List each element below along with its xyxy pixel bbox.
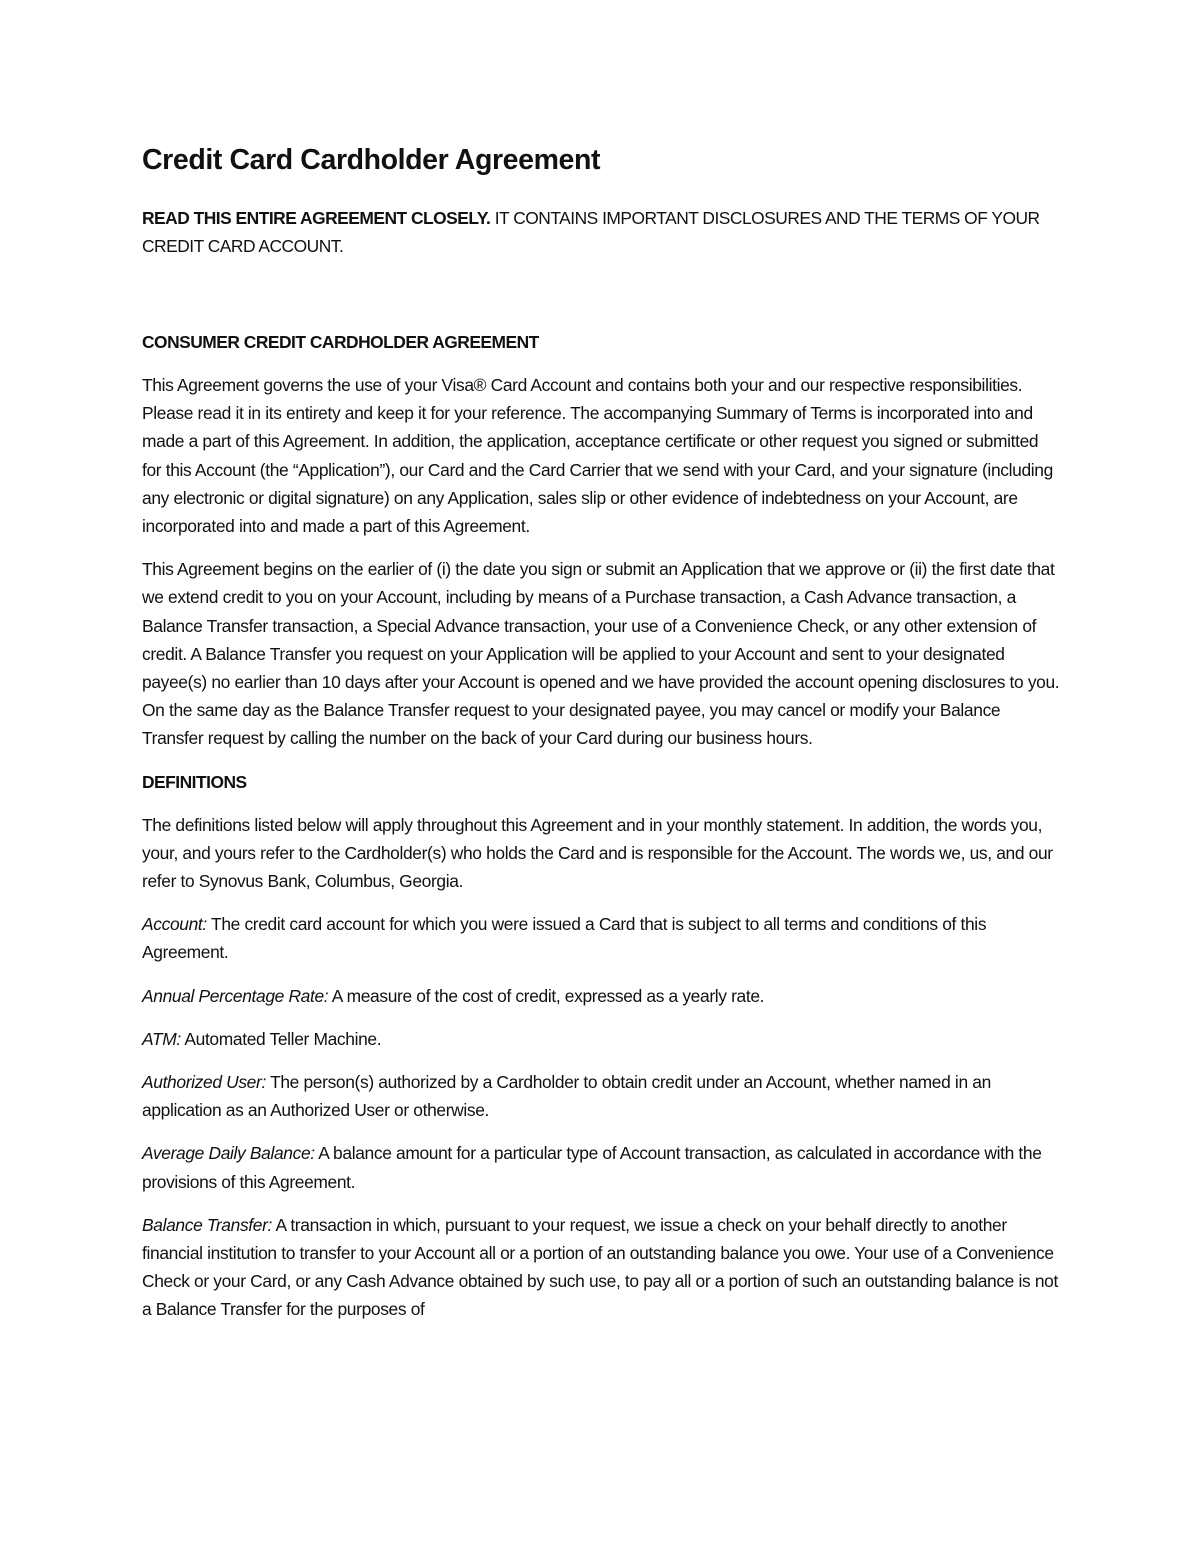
consumer-agreement-heading: CONSUMER CREDIT CARDHOLDER AGREEMENT bbox=[142, 332, 539, 352]
definitions-section bbox=[142, 768, 1060, 1324]
definition-text: A balance amount for a particular type of Account transaction, as calculated in accordance with the provisions of this Agreement. bbox=[142, 1143, 1042, 1192]
definition-text: Automated Teller Machine. bbox=[180, 1028, 382, 1049]
definition-item bbox=[142, 910, 1060, 966]
document-page bbox=[142, 140, 1060, 1339]
definition-text: The credit card account for which you were issued a Card that is subject to all terms and conditions of this Agreement. bbox=[142, 914, 987, 963]
definitions-heading: DEFINITIONS bbox=[142, 771, 247, 792]
intro-notice-lead: READ THIS ENTIRE AGREEMENT CLOSELY. bbox=[142, 208, 491, 228]
consumer-agreement-paragraph: This Agreement governs the use of your Visa® Card Account and contains both your and our respective responsibilities. Please read it in its entirety and keep it for your reference. The accompanying Summary of Terms is incorporated into and made a part of this Agreement. In addition, the application, acceptance certificate or other request you signed or submitted for this Account (the “Application”), our Card and the Card Carrier that we send with your Card, and your signature (including any electronic or digital signature) on any Application, sales slip or other evidence of indebtedness on your Account, are incorporated into and made a part of this Agreement. bbox=[142, 375, 1053, 537]
definition-item bbox=[142, 1025, 1060, 1053]
definition-text: A transaction in which, pursuant to your request, we issue a check on your behalf directly to another financial institution to transfer to your Account all or a portion of an outstanding balance you owe. Your use of a Convenience Check or your Card, or any Cash Advance obtained by such use, to pay all or a portion of such an outstanding balance is not a Balance Transfer for the purposes of bbox=[142, 1214, 1058, 1320]
document-title: Credit Card Cardholder Agreement bbox=[142, 144, 601, 176]
definitions-intro: The definitions listed below will apply throughout this Agreement and in your monthly statement. In addition, the words you, your, and yours refer to the Cardholder(s) who holds the Card and is responsible for the Account. The words we, us, and our refer to Synovus Bank, Columbus, Georgia. bbox=[142, 814, 1053, 892]
definition-term: Annual Percentage Rate: bbox=[142, 985, 329, 1006]
definition-item bbox=[142, 982, 1060, 1010]
definition-term: Authorized User: bbox=[142, 1072, 266, 1093]
consumer-agreement-section bbox=[142, 328, 1060, 753]
definition-term: Account: bbox=[142, 914, 207, 935]
definition-term: Balance Transfer: bbox=[142, 1214, 273, 1235]
intro-notice bbox=[142, 204, 1060, 260]
definition-term: ATM: bbox=[142, 1028, 181, 1049]
definition-text: The person(s) authorized by a Cardholder to obtain credit under an Account, whether named in an application as an Authorized User or otherwise. bbox=[142, 1072, 991, 1121]
definition-term: Average Daily Balance: bbox=[142, 1143, 315, 1164]
intro-notice-rest: IT CONTAINS IMPORTANT DISCLOSURES AND THE TERMS OF YOUR CREDIT CARD ACCOUNT. bbox=[142, 208, 1040, 256]
definition-item bbox=[142, 1139, 1060, 1195]
definition-item bbox=[142, 1211, 1060, 1324]
consumer-agreement-paragraph: This Agreement begins on the earlier of (i) the date you sign or submit an Application that we approve or (ii) the first date that we extend credit to you on your Account, including by means of a Purchase transaction, a Cash Advance transaction, a Balance Transfer transaction, a Special Advance transaction, your use of a Convenience Check, or any other extension of credit. A Balance Transfer you request on your Application will be applied to your Account and sent to your designated payee(s) no earlier than 10 days after your Account is opened and we have provided the account opening disclosures to you. On the same day as the Balance Transfer request to your designated payee, you may cancel or modify your Balance Transfer request by calling the number on the back of your Card during our business hours. bbox=[142, 559, 1060, 749]
definition-text: A measure of the cost of credit, expressed as a yearly rate. bbox=[328, 985, 765, 1006]
definition-item bbox=[142, 1068, 1060, 1124]
